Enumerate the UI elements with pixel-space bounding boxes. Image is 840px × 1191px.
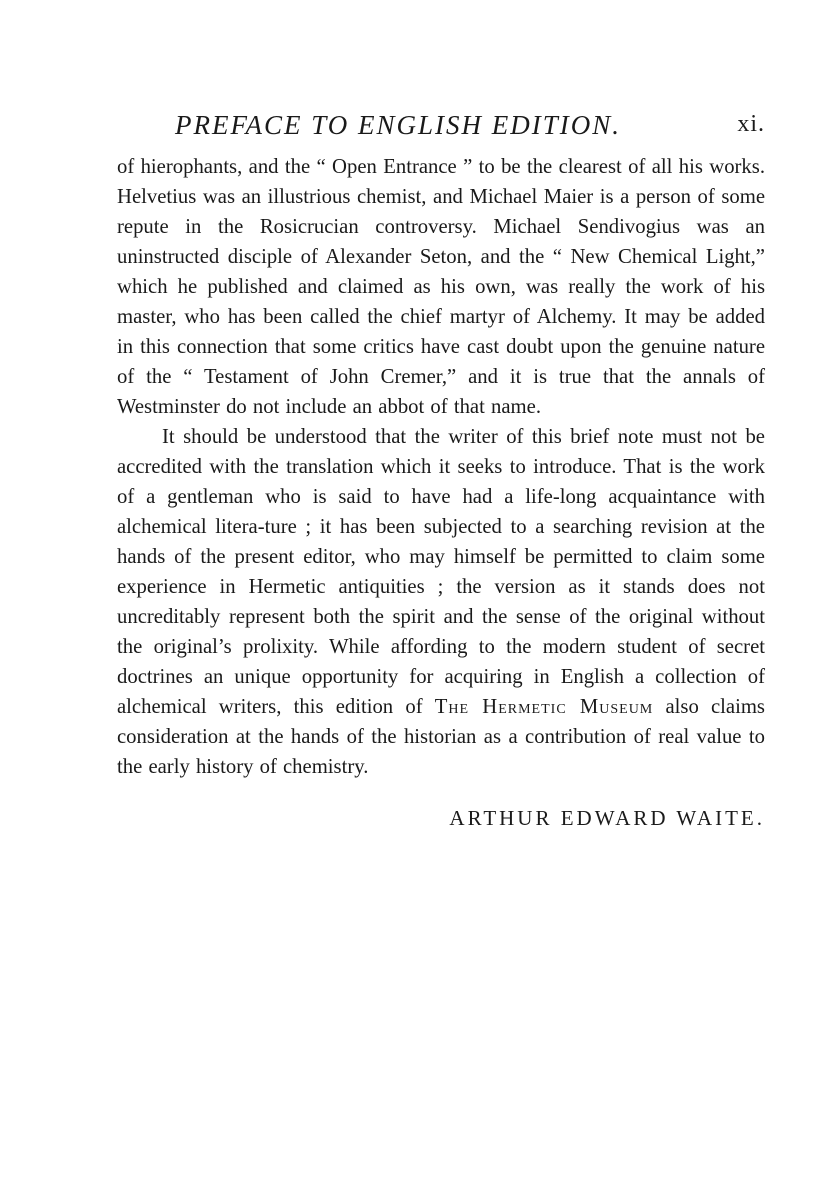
body-text [117,152,765,782]
page [117,110,765,831]
paragraph-2-text-before: It should be understood that the writer of this brief note must not be accredited with the translation which it seeks to introduce. That is the work of a gentleman who is said to have had a life-long acquaintance with alchemical litera-ture ; it has been subjected to a searching revision at the hands of the present editor, who may himself be permitted to claim some experience in Hermetic antiquities ; the version as it stands does not uncreditably represent both the spirit and the sense of the original without the original’s prolixity. While affording to the modern student of secret doctrines an unique opportunity for acquiring in English a collection of alchemical writers, this edition of [117,426,765,718]
paragraph-2-text-after: also claims consideration at the hands of the historian as a contribution of real value to the early history of chemistry. [117,696,765,778]
author-signature: ARTHUR EDWARD WAITE. [449,806,765,830]
book-title: The Hermetic Museum [434,696,654,718]
page-number: xi. [737,111,765,137]
running-title: PREFACE TO ENGLISH EDITION. [175,110,622,140]
paragraph-2 [117,422,765,782]
paragraph-1: of hierophants, and the “ Open Entrance ” to be the clearest of all his works. Helvetius was an illustrious chemist, and Michael Maier is a person of some repute in the Rosicrucian controversy. Michael Sendivogius was an uninstructed disciple of Alexander Seton, and the “ New Chemical Light,” which he published and claimed as his own, was really the work of his master, who has been called the chief martyr of Alchemy. It may be added in this connection that some critics have cast doubt upon the genuine nature of the “ Testament of John Cremer,” and it is true that the annals of Westminster do not include an abbot of that name. [117,156,765,418]
running-head [117,110,765,144]
